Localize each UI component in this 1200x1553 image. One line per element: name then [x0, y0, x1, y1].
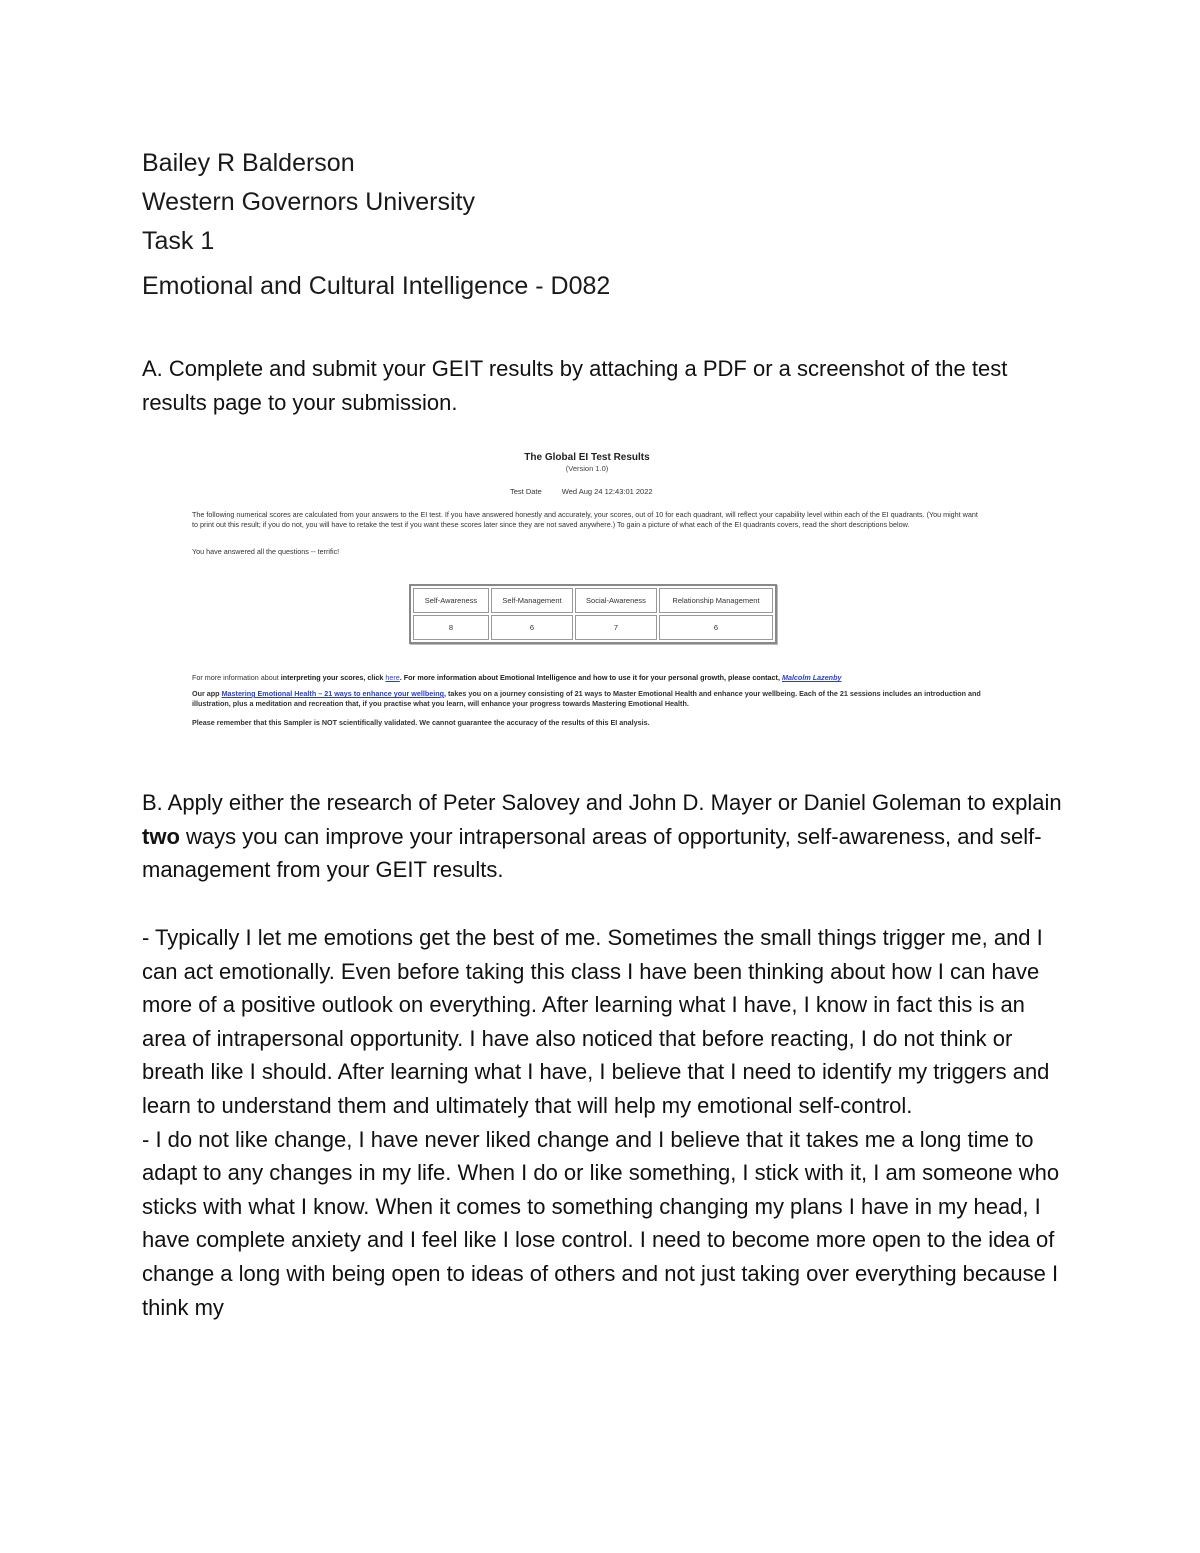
app-link[interactable]: Mastering Emotional Health – 21 ways to enhance your wellbeing — [221, 689, 445, 698]
question-b-part1: B. Apply either the research of Peter Salovey and John D. Mayer or Daniel Goleman to explain — [142, 790, 1062, 815]
author-name: Bailey R Balderson — [142, 149, 355, 177]
school-name: Western Governors University — [142, 188, 475, 216]
score-social-awareness: 7 — [575, 615, 657, 640]
results-title: The Global EI Test Results — [524, 452, 650, 463]
answered-note: You have answered all the questions -- terrific! — [192, 547, 340, 556]
answer-paragraph-2: - I do not like change, I have never liked change and I believe that it takes me a long time to adapt to any changes in my life. When I do or like something, I stick with it, I am someone who sticks with what I know. When it comes to something changing my plans I have in my head, I have complete anxiety and I feel like I lose control. I need to become more open to the idea of change a long with being open to ideas of others and not just taking over everything because I think my — [142, 1126, 1060, 1320]
question-b-part2: ways you can improve your intrapersonal areas of opportunity, self-awareness, and self-management from your GEIT results. — [142, 823, 1042, 882]
scores-value-row — [413, 615, 773, 640]
test-date-label: Test Date — [510, 487, 542, 496]
malcolm-lazenby-link[interactable]: Malcolm Lazenby — [781, 673, 842, 682]
test-date-value: Wed Aug 24 12:43:01 2022 — [561, 487, 653, 496]
results-version: (Version 1.0) — [565, 464, 609, 473]
header-social-awareness: Social-Awareness — [575, 588, 657, 613]
score-self-management: 6 — [491, 615, 573, 640]
score-self-awareness: 8 — [413, 615, 489, 640]
here-link[interactable]: here — [385, 673, 400, 682]
more-info-prefix: For more information about — [192, 673, 279, 682]
score-relationship-management: 6 — [659, 615, 773, 640]
header-self-management: Self-Management — [491, 588, 573, 613]
app-prefix: Our app — [192, 689, 220, 698]
test-date — [510, 487, 653, 497]
course-title: Emotional and Cultural Intelligence - D082 — [142, 272, 611, 300]
app-text: , takes you on a journey consisting of 21 ways to Master Emotional Health and enhance your wellbeing. Each of the 21 sessions includes an introduction and illustration, plus a meditation and recreation that, if you practise what you learn, will enhance your progress towards Mastering Emotional Health. — [192, 689, 981, 708]
question-b — [142, 786, 1062, 887]
answer-body — [142, 921, 1062, 1324]
app-promo — [192, 689, 982, 708]
scores-table — [409, 584, 777, 644]
more-info — [192, 673, 982, 683]
document-header — [142, 144, 610, 306]
question-b-bold: two — [142, 823, 180, 849]
answer-paragraph-1: - Typically I let me emotions get the best of me. Sometimes the small things trigger me, and I can act emotionally. Even before taking this class I have been thinking about how I can have more of a positive outlook on everything. After learning what I have, I know in fact this is an area of intrapersonal opportunity. I have also noticed that before reacting, I do not think or breath like I should. After learning what I have, I believe that I need to identify my triggers and learn to understand them and ultimately that will help my emotional self-control. — [142, 925, 1050, 1118]
header-relationship-management: Relationship Management — [659, 588, 773, 613]
header-self-awareness: Self-Awareness — [413, 588, 489, 613]
task-label: Task 1 — [142, 227, 215, 255]
more-info-bold2: . For more information about Emotional Intelligence and how to use it for your personal growth, please contact, — [399, 673, 780, 682]
geit-results-screenshot — [192, 448, 992, 733]
disclaimer: Please remember that this Sampler is NOT scientifically validated. We cannot guarantee the accuracy of the results of this EI analysis. — [192, 718, 650, 727]
question-a: A. Complete and submit your GEIT results by attaching a PDF or a screenshot of the test results page to your submission. — [142, 356, 1008, 415]
scores-header-row — [413, 588, 773, 613]
results-intro: The following numerical scores are calculated from your answers to the EI test. If you have answered honestly and accurately, your scores, out of 10 for each quadrant, will reflect your capability level within each of the EI quadrants. (You might want to print out this result; if you do not, you will have to retake the test if you want these scores later since they are not saved anywhere.) To gain a picture of what each of the EI quadrants covers, read the short descriptions below. — [192, 510, 978, 529]
more-info-bold1: interpreting your scores, click — [280, 673, 384, 682]
